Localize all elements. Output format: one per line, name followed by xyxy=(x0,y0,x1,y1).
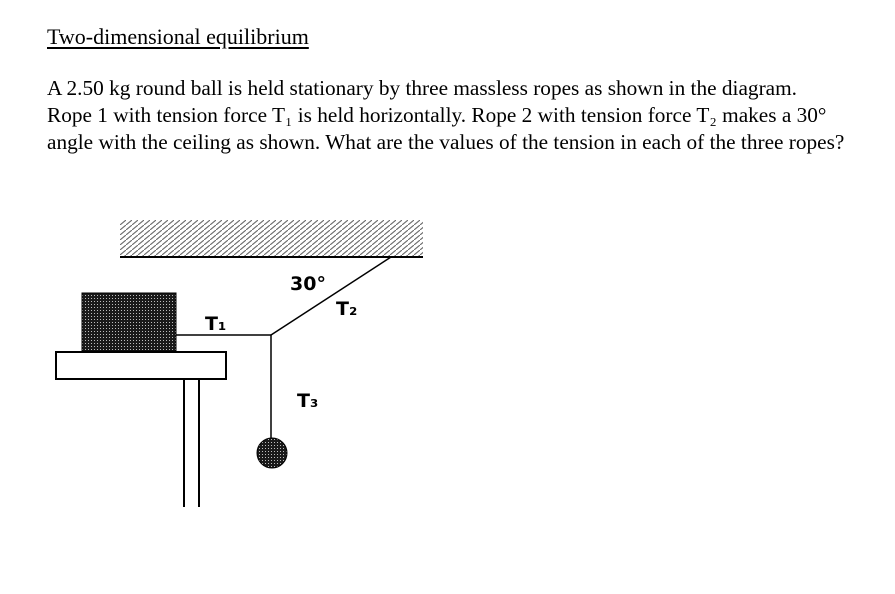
tension-1-label: T₁ xyxy=(205,313,227,335)
problem-statement: A 2.50 kg round ball is held stationary by three massless ropes as shown in the diagram. Rope 1 with tension force T₁ is held horizontally. Rope 2 with tension force T₂ makes a 30° angle with the ceiling as shown. What are the values of the tension in each of the three ropes? xyxy=(47,76,845,155)
page-title: Two-dimensional equilibrium xyxy=(47,24,309,49)
table-top xyxy=(56,352,226,379)
tension-2-label: T₂ xyxy=(336,298,358,320)
angle-label: 30° xyxy=(290,273,326,295)
ceiling xyxy=(120,220,423,257)
tension-3-label: T₃ xyxy=(297,390,319,412)
rope-2 xyxy=(271,257,391,335)
block xyxy=(82,293,176,351)
ball xyxy=(257,438,287,468)
